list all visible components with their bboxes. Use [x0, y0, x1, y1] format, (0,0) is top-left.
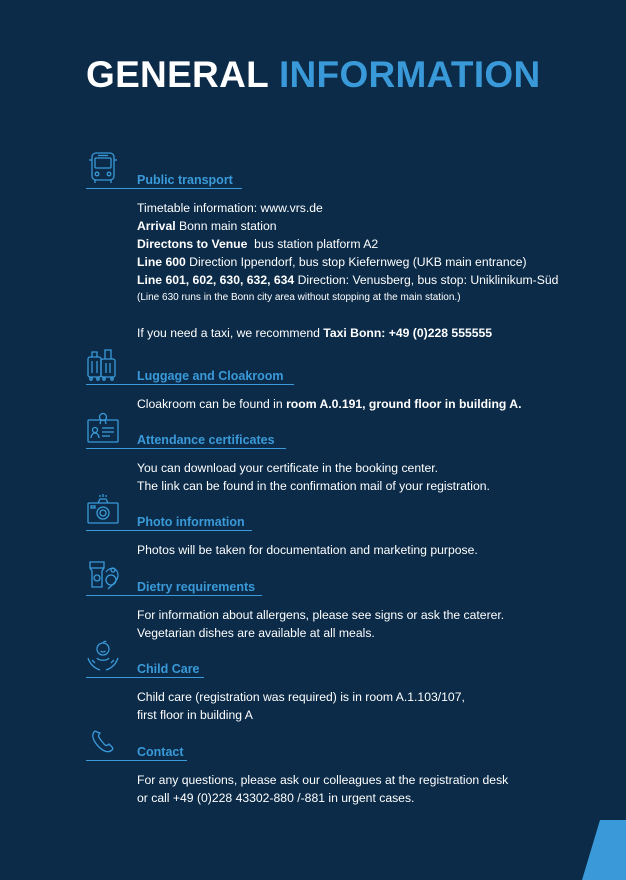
- diet-line-2: Vegetarian dishes are available at all meals.: [137, 626, 375, 640]
- line600-text: Direction Ippendorf, bus stop Kiefernweg (UKB main entrance): [185, 255, 527, 269]
- contact-line-2: or call +49 (0)228 43302-880 /-881 in urgent cases.: [137, 791, 415, 805]
- camera-icon: [86, 493, 120, 527]
- cloakroom-room: room A.0.191, ground floor in building A.: [286, 397, 522, 411]
- taxi-number: Taxi Bonn: +49 (0)228 555555: [323, 326, 493, 340]
- certificate-line-1: You can download your certificate in the booking center.: [137, 461, 439, 475]
- phone-icon: [86, 723, 120, 757]
- timetable-info: Timetable information: www.vrs.de: [137, 201, 323, 215]
- directions-label: Directons to Venue: [137, 237, 248, 251]
- section-title: Photo information: [137, 515, 245, 529]
- lines-label: Line 601, 602, 630, 632, 634: [137, 273, 295, 287]
- taxi-info: [137, 324, 606, 342]
- diet-icon: [86, 558, 120, 592]
- section-divider: [86, 677, 204, 678]
- section-divider: [86, 384, 294, 385]
- photo-line-1: Photos will be taken for documentation and marketing purpose.: [137, 543, 478, 557]
- childcare-line-2: first floor in building A: [137, 708, 253, 722]
- section-certificates: [86, 411, 606, 495]
- section-title: Contact: [137, 745, 184, 759]
- diet-line-1: For information about allergens, please see signs or ask the caterer.: [137, 608, 505, 622]
- arrival-label: Arrival: [137, 219, 176, 233]
- childcare-line-1: Child care (registration was required) is in room A.1.103/107,: [137, 690, 465, 704]
- section-title: Luggage and Cloakroom: [137, 369, 284, 383]
- section-title: Public transport: [137, 173, 233, 187]
- section-divider: [86, 760, 187, 761]
- section-title: Dietry requirements: [137, 580, 256, 594]
- section-title: Attendance certificates: [137, 433, 275, 447]
- cloakroom-text: Cloakroom can be found in: [137, 397, 287, 411]
- section-body: [137, 606, 606, 642]
- section-contact: [86, 723, 606, 807]
- section-header: [86, 558, 606, 596]
- section-child-care: [86, 640, 606, 724]
- line630-note: (Line 630 runs in the Bonn city area without stopping at the main station.): [137, 292, 461, 303]
- section-diet: [86, 558, 606, 642]
- section-divider: [86, 530, 252, 531]
- title-word-information: INFORMATION: [278, 54, 541, 95]
- corner-accent-shape: [582, 820, 626, 880]
- section-body: [137, 541, 606, 559]
- section-header: [86, 640, 606, 678]
- section-divider: [86, 595, 262, 596]
- section-header: [86, 411, 606, 449]
- lines-info: [137, 271, 606, 289]
- section-body: [137, 199, 606, 342]
- child-care-icon: [86, 640, 120, 674]
- bus-icon: [86, 151, 120, 185]
- certificate-icon: [86, 411, 120, 445]
- lines-text: Direction: Venusberg, bus stop: Uniklinikum-Süd: [294, 273, 559, 287]
- contact-line-1: For any questions, please ask our colleagues at the registration desk: [137, 773, 509, 787]
- section-header: [86, 723, 606, 761]
- directions-info: [137, 235, 606, 253]
- section-header: [86, 493, 606, 531]
- section-luggage: [86, 347, 606, 413]
- title-word-general: GENERAL: [86, 54, 269, 95]
- section-divider: [86, 448, 286, 449]
- arrival-info: [137, 217, 606, 235]
- page-title: [86, 54, 541, 96]
- section-header: [86, 151, 606, 189]
- line600-label: Line 600: [137, 255, 186, 269]
- section-body: [137, 688, 606, 724]
- section-divider: [86, 188, 242, 189]
- taxi-text: If you need a taxi, we recommend: [137, 326, 324, 340]
- section-body: [137, 771, 606, 807]
- line600-info: [137, 253, 606, 271]
- arrival-text: Bonn main station: [175, 219, 277, 233]
- section-body: [137, 459, 606, 495]
- section-title: Child Care: [137, 662, 200, 676]
- section-header: [86, 347, 606, 385]
- section-photo: [86, 493, 606, 559]
- directions-text: bus station platform A2: [247, 237, 379, 251]
- certificate-line-2: The link can be found in the confirmation mail of your registration.: [137, 479, 490, 493]
- section-public-transport: [86, 151, 606, 342]
- luggage-icon: [86, 347, 120, 381]
